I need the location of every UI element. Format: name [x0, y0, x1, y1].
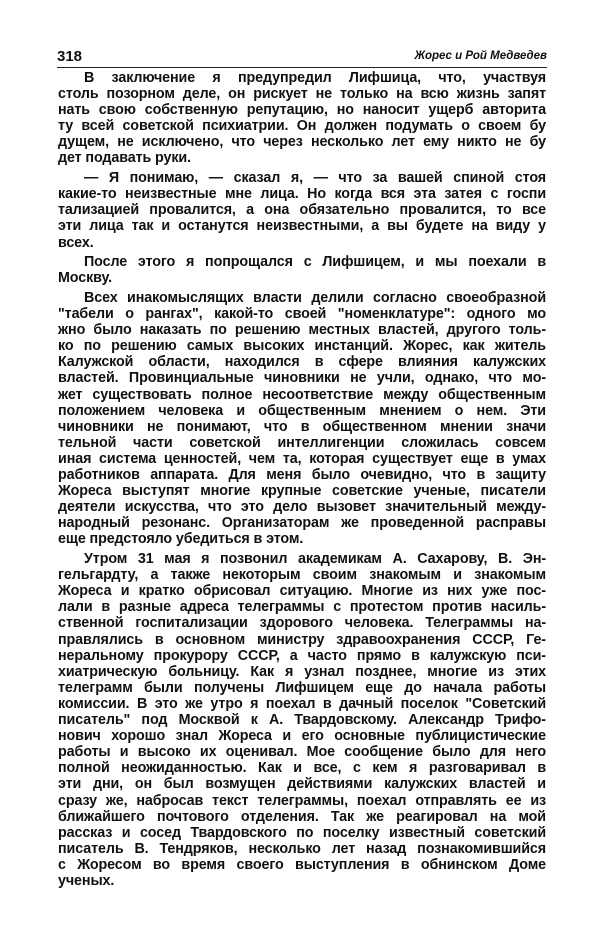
text-line: телеграмм были получены Лифшицем еще до начала работы: [58, 679, 547, 696]
text-line: писатель В. Тендряков, несколько лет назад познакомившийся: [58, 840, 547, 857]
text-line: положением человека и общественным мнением о нем. Эти: [58, 402, 546, 419]
text-line: столь позорном деле, он рискует не только на всю жизнь запят: [58, 86, 546, 103]
text-line: чиновники не понимают, что в общественном мнении значи: [58, 418, 547, 435]
page-header: [57, 48, 547, 68]
page-number: 318: [57, 48, 83, 65]
text-line: писатель" под Москвой к А. Твардовскому. Александр Трифо-: [58, 712, 546, 729]
paragraph: [58, 551, 546, 889]
text-line: ту всей советской психиатрии. Он должен подумать о своем бу: [58, 118, 546, 135]
text-line: жет существовать полное несоответствие между общественным: [58, 386, 546, 403]
paragraph: [58, 170, 546, 250]
text-line: "табели о рангах", какой-то своей "номенклатуре": одного мо: [58, 306, 547, 323]
text-line: Москву.: [58, 270, 112, 287]
running-title: Жорес и Рой Медведев: [414, 50, 547, 62]
text-line: иная система ценностей, чем та, которая существует еще в умах: [58, 450, 546, 467]
text-line: комиссии. В это же утро я поехал в дачный поселок "Советский: [58, 695, 547, 712]
paragraph: [58, 70, 546, 167]
text-line: ближайшего почтового отделения. Так же реагировал на мой: [58, 808, 546, 825]
text-line: эти лица так и останутся неизвестными, а вы будете на виду у: [58, 218, 547, 235]
text-line: ученых.: [58, 872, 115, 889]
text-line: гельгардту, а также некоторым своим знакомым и знакомым: [58, 567, 546, 584]
text-line: какие-то неизвестные мне лица. Но когда вся эта затея с госпи: [58, 186, 547, 203]
text-line: тельной части советской интеллигенции сложилась совсем: [58, 434, 546, 451]
text-line: ственной госпитализации здорового человека. Телеграммы на-: [58, 615, 546, 632]
text-line: дущем, не исключено, что через несколько лет ему никто не бу: [58, 134, 547, 151]
text-line: работы и высоко их оценивал. Мое сообщение было для него: [58, 744, 547, 761]
text-line: правлялись в основном министру здравоохранения СССР, Ге-: [58, 631, 546, 648]
text-line: Калужской области, находился в сфере влияния калужских: [58, 354, 547, 371]
text-line: лали в разные адреса телеграммы с протестом против насиль-: [58, 599, 546, 616]
text-line: работников аппарата. Для меня было очевидно, что в защиту: [58, 467, 546, 484]
text-line: жно было наказать по решению местных властей, другого толь-: [58, 322, 546, 339]
text-line: Жореса и кратко обрисовал ситуацию. Многие из них уже пос-: [58, 583, 546, 600]
text-line: народный резонанс. Организаторам же проведенной расправы: [58, 515, 546, 532]
text-line: тализацией провалится, а она обязательно провалится, то все: [58, 202, 546, 219]
paragraph: [58, 290, 546, 548]
text-line: После этого я попрощался с Лифшицем, и мы поехали в: [84, 254, 547, 271]
text-line: хиатрическую больницу. Как я узнал позднее, многие из этих: [58, 663, 547, 680]
text-line: полной неожиданностью. Как и все, с кем я разговаривал в: [58, 760, 547, 777]
text-line: деятели искусства, что это дело вызовет значительный между-: [58, 499, 547, 516]
text-line: нать свою собственную репутацию, но наносит ущерб авторита: [58, 102, 546, 119]
text-line: сразу же, набросав текст телеграммы, поехал отправлять ее из: [58, 792, 547, 809]
text-line: Всех инакомыслящих власти делили согласно своеобразной: [84, 290, 547, 306]
text-line: Утром 31 мая я позвонил академикам А. Сахарову, В. Эн-: [84, 551, 547, 568]
text-line: неральному прокурору СССР, а часто прямо в калужскую пси-: [58, 647, 546, 664]
text-line: Жореса выступят многие крупные советские ученые, писатели: [58, 483, 546, 500]
body-text: [58, 70, 546, 889]
text-line: — Я понимаю, — сказал я, — что за вашей спиной стоя: [84, 170, 547, 187]
text-line: всех.: [58, 234, 94, 251]
text-line: с Жоресом во время своего выступления в обнинском Доме: [58, 856, 547, 873]
text-line: властей. Провинциальные чиновники не учли, однако, что мо-: [58, 370, 547, 387]
text-line: ко по решению самых высоких инстанций. Жорес, как житель: [58, 338, 546, 355]
text-line: еще предстояло убедиться в этом.: [58, 531, 304, 548]
paragraph: [58, 254, 546, 286]
text-line: рассказ и сосед Твардовского по поселку известный советский: [58, 824, 547, 841]
text-line: В заключение я предупредил Лифшица, что, участвуя: [84, 70, 546, 86]
text-line: эти дни, он был возмущен действиями калужских властей и: [58, 776, 546, 793]
text-line: дет подавать руки.: [58, 150, 191, 167]
text-line: нович хорошо знал Жореса и его основные публицистические: [58, 728, 546, 745]
